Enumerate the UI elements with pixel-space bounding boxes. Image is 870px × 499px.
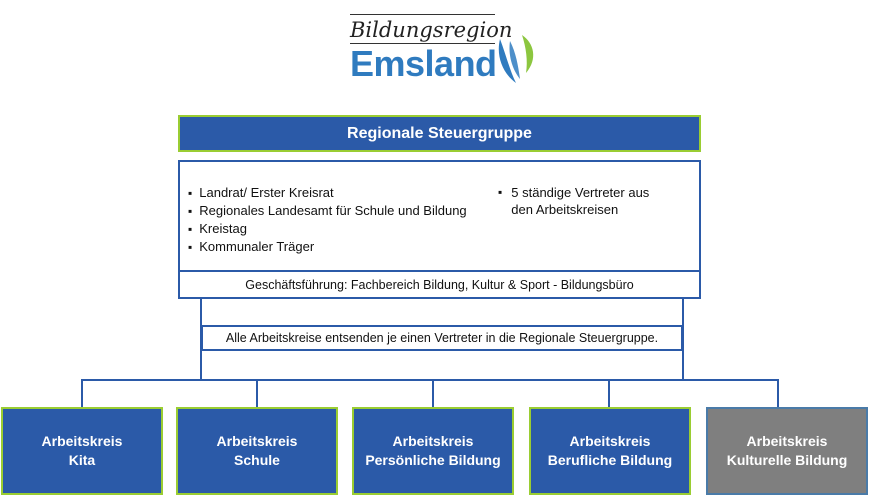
member-item: ▪ Landrat/ Erster Kreisrat <box>188 184 467 202</box>
member-item: ▪ Kommunaler Träger <box>188 238 467 256</box>
working-group-name: Persönliche Bildung <box>365 452 501 468</box>
working-group-name: Kulturelle Bildung <box>726 452 848 468</box>
working-group-persoenliche-bildung[interactable] <box>352 407 514 495</box>
member-item: ▪ 5 ständige Vertreter aus den Arbeitskreisen <box>498 184 653 218</box>
logo-main-text: Emsland <box>350 43 497 84</box>
member-item: ▪ Regionales Landesamt für Schule und Bildung <box>188 202 467 220</box>
working-group-label: Arbeitskreis <box>569 433 651 449</box>
working-group-name: Kita <box>68 452 96 468</box>
working-group-name: Berufliche Bildung <box>547 452 673 468</box>
connector-drop-3 <box>432 379 434 407</box>
member-item: ▪ Kreistag <box>188 220 467 238</box>
working-group-berufliche-bildung[interactable] <box>529 407 691 495</box>
logo-script-text: Bildungsregion <box>350 14 495 44</box>
working-group-label: Arbeitskreis <box>216 433 298 449</box>
working-group-name: Schule <box>234 452 280 468</box>
connector-horizontal <box>81 379 779 381</box>
connector-drop-4 <box>608 379 610 407</box>
management-text: Geschäftsführung: Fachbereich Bildung, Kultur & Sport - Bildungsbüro <box>245 278 634 292</box>
emsland-leaf-icon <box>496 33 540 85</box>
members-list-right <box>498 184 653 218</box>
members-list-left <box>188 184 467 256</box>
representation-note: Alle Arbeitskreise entsenden je einen Vertreter in die Regionale Steuergruppe. <box>201 325 683 351</box>
steering-group-title: Regionale Steuergruppe <box>178 115 701 152</box>
working-group-schule[interactable] <box>176 407 338 495</box>
working-group-label: Arbeitskreis <box>41 433 123 449</box>
connector-drop-2 <box>256 379 258 407</box>
connector-drop-5 <box>777 379 779 407</box>
working-group-label: Arbeitskreis <box>746 433 828 449</box>
working-group-label: Arbeitskreis <box>392 433 474 449</box>
working-group-kulturelle-bildung[interactable] <box>706 407 868 495</box>
connector-drop-1 <box>81 379 83 407</box>
working-group-kita[interactable] <box>1 407 163 495</box>
